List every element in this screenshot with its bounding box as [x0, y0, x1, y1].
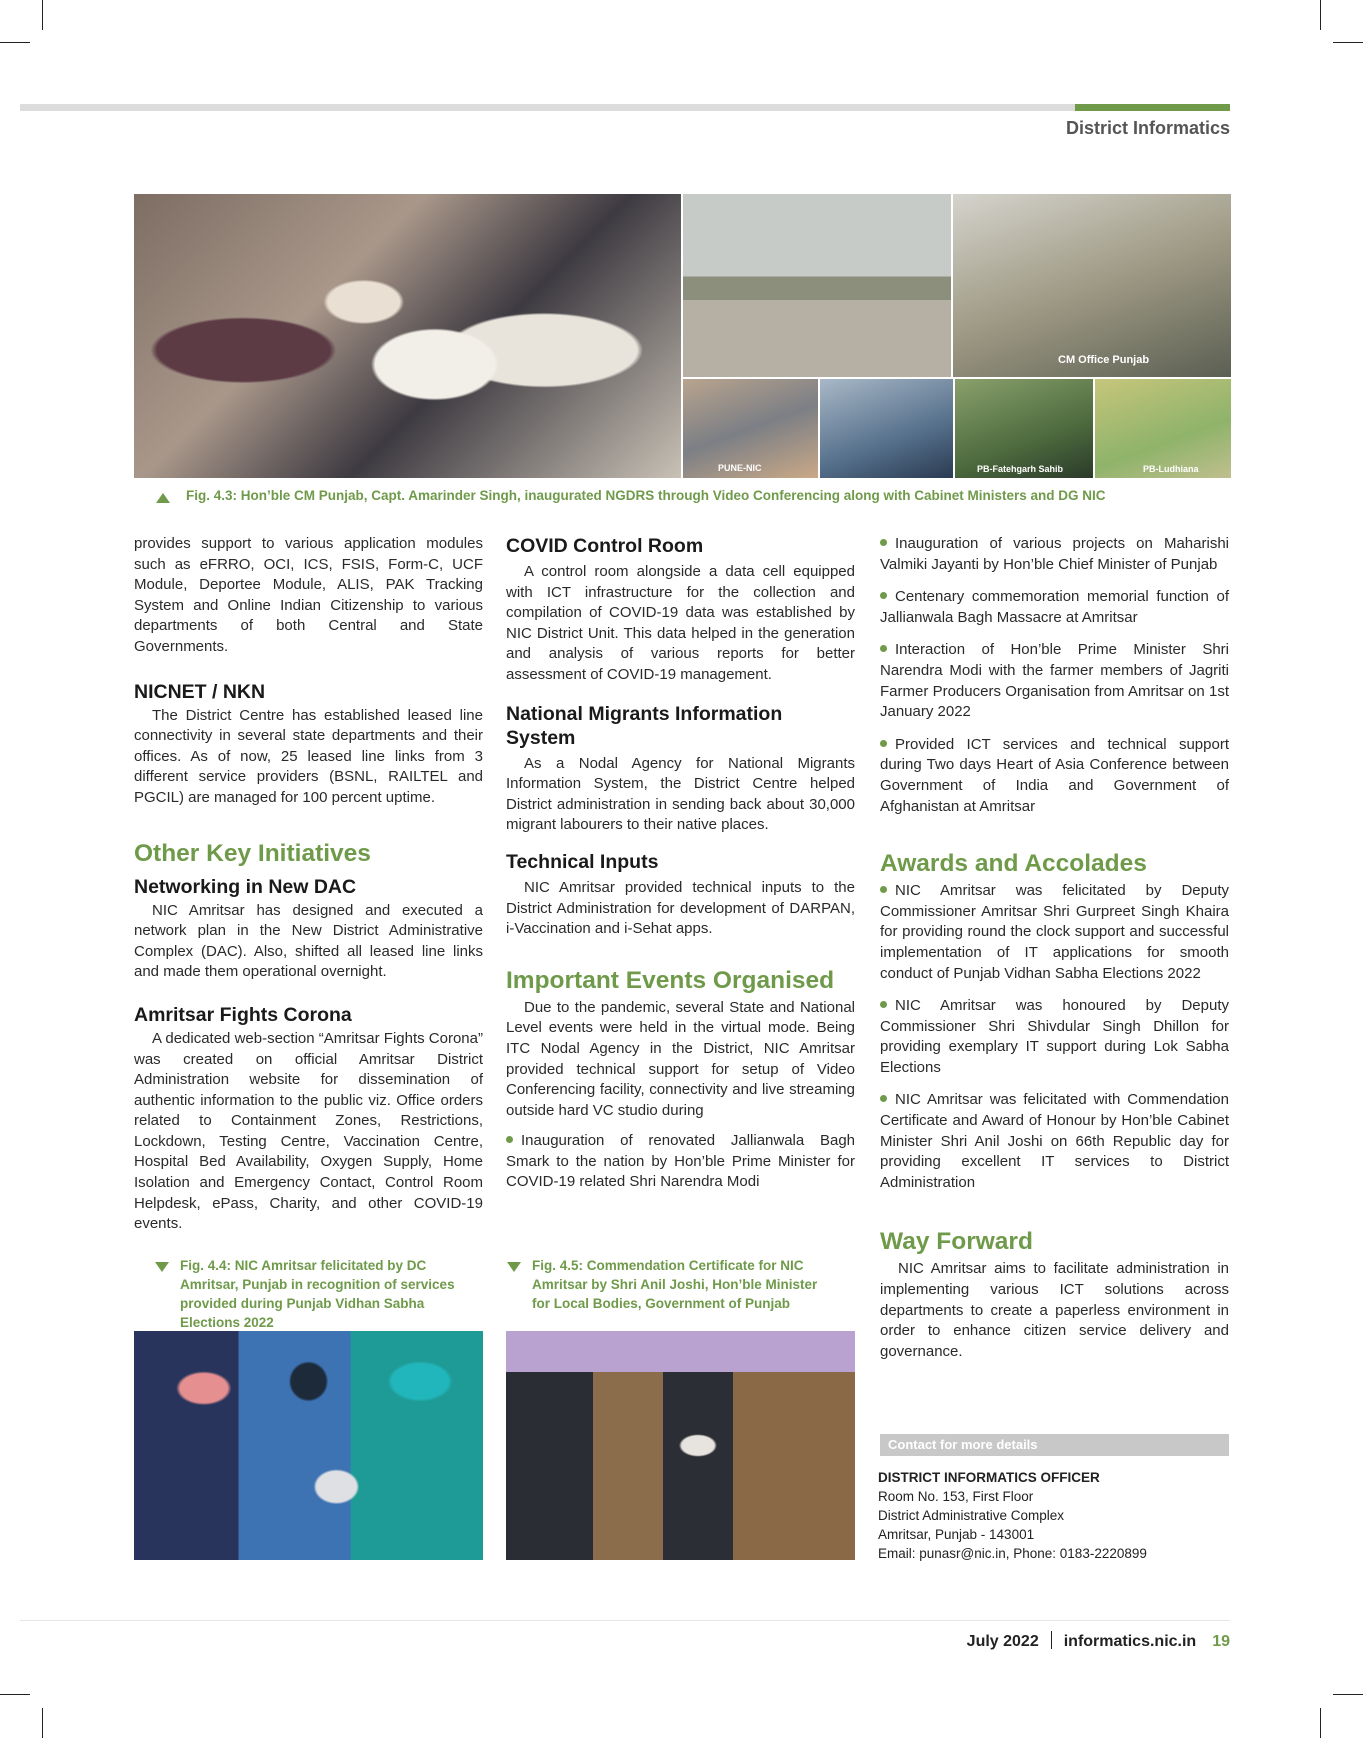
heading-migrants: National Migrants Information System	[506, 702, 783, 749]
photo-vc-tile-3	[955, 379, 1093, 478]
photo-vc-room-2	[953, 194, 1231, 377]
list-item-text: NIC Amritsar was felicitated with Commendation Certificate and Award of Honour by Hon’ble Cabinet Minister Shri Anil Joshi on 66th Republic day for providing excellent IT services to District Administration	[880, 1091, 1229, 1191]
list-item	[880, 735, 1229, 817]
list-item-text: NIC Amritsar was felicitated by Deputy Commissioner Amritsar Shri Gurpreet Singh Khaira for providing round the clock support and successful implementation of IT applications for smooth conduct of Punjab Vidhan Sabha Elections 2022	[880, 882, 1229, 982]
bullet-icon	[880, 1001, 887, 1008]
column-3	[880, 534, 1229, 1362]
contact-line: Room No. 153, First Floor	[878, 1489, 1034, 1504]
photo-vc-tile-4	[1095, 379, 1231, 478]
figure-caption-4-3: Fig. 4.3: Hon’ble CM Punjab, Capt. Amarinder Singh, inaugurated NGDRS through Video Conferencing along with Cabinet Ministers and DG NIC	[186, 488, 1106, 503]
photo-label: PB-Fatehgarh Sahib	[977, 464, 1064, 474]
list-item-text: Inauguration of renovated Jallianwala Bagh Smark to the nation by Hon’ble Prime Minister for COVID-19 related Shri Narendra Modi	[506, 1132, 855, 1191]
bullet-icon	[880, 592, 887, 599]
list-item-text: Inauguration of various projects on Maharishi Valmiki Jayanti by Hon’ble Chief Minister of Punjab	[880, 535, 1229, 573]
list-item-text: NIC Amritsar was honoured by Deputy Commissioner Shri Shivdular Singh Dhillon for providing exemplary IT support during Lok Sabha Elections	[880, 997, 1229, 1076]
crop-mark	[0, 42, 30, 43]
bullet-icon	[880, 1095, 887, 1102]
photo-label: CM Office Punjab	[1058, 354, 1150, 366]
footer	[967, 1631, 1230, 1651]
photo-commendation-certificate	[506, 1331, 855, 1560]
crop-mark	[42, 0, 43, 30]
photo-vc-tile-2	[820, 379, 953, 478]
paragraph: The District Centre has established leased line connectivity in several state departments and their offices. As of now, 25 leased line links from 3 different service providers (BSNL, RAILTEL and PGCIL) are managed for 100 percent uptime.	[134, 706, 483, 806]
crop-mark	[0, 1694, 30, 1695]
paragraph: Due to the pandemic, several State and National Level events were held in the virtual mode. Being ITC Nodal Agency in the District, NIC Amritsar provided technical support for setup of Video Conferencing facility, connectivity and live streaming outside hard VC studio during	[506, 998, 855, 1119]
crop-mark	[1333, 1694, 1363, 1695]
list-item	[880, 996, 1229, 1078]
heading-important-events: Important Events Organised	[506, 966, 835, 994]
photo-vc-room-1	[683, 194, 951, 377]
list-item-text: Interaction of Hon’ble Prime Minister Shri Narendra Modi with the farmer members of Jagriti Farmer Producers Organisation from Amritsar on 1st January 2022	[880, 641, 1229, 721]
photo-label: PB-Ludhiana	[1143, 464, 1199, 474]
paragraph: A dedicated web-section “Amritsar Fights Corona” was created on official Amritsar District Administration website for dissemination of authentic information to the public viz. Office orders related to Containment Zones, Restrictions, Lockdown, Testing Centre, Vaccination Centre, Hospital Bed Availability, Oxygen Supply, Home Isolation and Emergency Contact, Control Room Helpdesk, ePass, Charity, and other COVID-19 events.	[134, 1029, 483, 1233]
heading-technical-inputs: Technical Inputs	[506, 850, 659, 873]
column-1	[134, 534, 483, 1235]
contact-line: Amritsar, Punjab - 143001	[878, 1527, 1035, 1542]
bullet-icon	[880, 539, 887, 546]
heading-awards: Awards and Accolades	[880, 850, 1147, 878]
figure-caption-4-5: Fig. 4.5: Commendation Certificate for NIC Amritsar by Shri Anil Joshi, Hon’ble Minister for Local Bodies, Government of Punjab	[532, 1258, 818, 1311]
header-accent-rule	[1075, 104, 1230, 111]
paragraph: NIC Amritsar has designed and executed a network plan in the New District Administrative Complex (DAC). Also, shifted all leased line links and made them operational overnight.	[134, 901, 483, 981]
list-item	[880, 640, 1229, 722]
contact-block	[878, 1468, 1147, 1563]
caption-marker-icon	[156, 493, 170, 503]
list-item	[880, 1090, 1229, 1193]
crop-mark	[1333, 42, 1363, 43]
contact-bar-label: Contact for more details	[888, 1437, 1038, 1452]
photo-vc-tile-1	[683, 379, 818, 478]
column-2	[506, 534, 855, 1193]
photo-dc-felicitation	[134, 1331, 483, 1560]
contact-title: DISTRICT INFORMATICS OFFICER	[878, 1470, 1100, 1485]
header-rule	[20, 104, 1075, 111]
figure-caption-4-4: Fig. 4.4: NIC Amritsar felicitated by DC Amritsar, Punjab in recognition of services provided during Punjab Vidhan Sabha Elections 2022	[180, 1258, 455, 1330]
list-item	[506, 1131, 855, 1193]
heading-covid-control-room: COVID Control Room	[506, 535, 704, 557]
footer-separator	[1051, 1631, 1052, 1649]
paragraph: A control room alongside a data cell equipped with ICT infrastructure for the collection and compilation of COVID-19 data was established by NIC District Unit. This data helped in the generation and analysis of various reports for better assessment of COVID-19 management.	[506, 563, 855, 683]
list-item-text: Centenary commemoration memorial function of Jallianwala Bagh Massacre at Amritsar	[880, 588, 1229, 626]
contact-bar	[880, 1434, 1229, 1456]
bullet-icon	[506, 1136, 513, 1143]
heading-networking: Networking in New DAC	[134, 875, 357, 898]
contact-line: District Administrative Complex	[878, 1508, 1065, 1523]
heading-other-initiatives: Other Key Initiatives	[134, 839, 371, 867]
paragraph: NIC Amritsar aims to facilitate administration in implementing various ICT solutions across departments to create a paperless environment in order to enhance citizen service delivery and governance.	[880, 1260, 1229, 1360]
bullet-icon	[880, 740, 887, 747]
photo-cm-inauguration	[134, 194, 681, 478]
heading-nicnet: NICNET / NKN	[134, 680, 266, 703]
footer-rule	[20, 1620, 1230, 1621]
contact-line: Email: punasr@nic.in, Phone: 0183-2220899	[878, 1546, 1147, 1561]
crop-mark	[42, 1708, 43, 1738]
heading-amritsar-corona: Amritsar Fights Corona	[134, 1003, 352, 1026]
photo-label: PUNE-NIC	[718, 463, 762, 473]
list-item	[880, 587, 1229, 628]
caption-marker-icon	[507, 1262, 521, 1272]
footer-site: informatics.nic.in	[1063, 1633, 1197, 1650]
paragraph: NIC Amritsar provided technical inputs to the District Administration for development of DARPAN, i-Vaccination and i-Sehat apps.	[506, 878, 855, 938]
bullet-icon	[880, 645, 887, 652]
crop-mark	[1320, 1708, 1321, 1738]
list-item-text: Provided ICT services and technical support during Two days Heart of Asia Conference between Government of India and Government of Afghanistan at Amritsar	[880, 735, 1229, 815]
page-number: 19	[1212, 1633, 1230, 1650]
heading-way-forward: Way Forward	[880, 1228, 1033, 1256]
paragraph: As a Nodal Agency for National Migrants Information System, the District Centre helped District administration in sending back about 30,000 migrant labourers to their native places.	[506, 754, 855, 834]
caption-marker-icon	[155, 1262, 169, 1272]
paragraph: provides support to various application modules such as eFRRO, OCI, ICS, FSIS, Form-C, UCF Module, Deportee Module, ALIS, PAK Tracking System and Online Indian Citizenship to various departments of both Central and State Governments.	[134, 535, 483, 655]
list-item	[880, 881, 1229, 984]
footer-date: July 2022	[966, 1633, 1039, 1650]
bullet-icon	[880, 886, 887, 893]
section-title: District Informatics	[1065, 118, 1230, 138]
crop-mark	[1320, 0, 1321, 30]
list-item	[880, 534, 1229, 575]
